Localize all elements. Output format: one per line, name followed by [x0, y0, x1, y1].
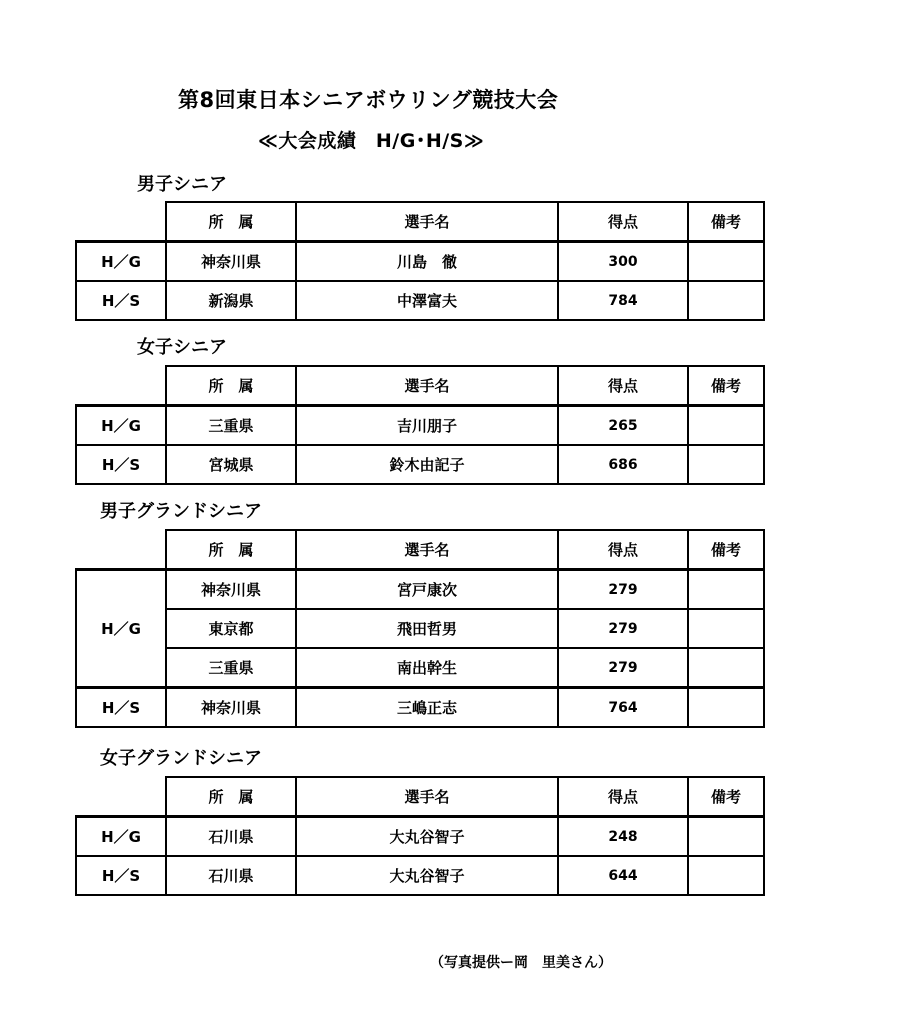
- section-title-women-senior: 女子シニア: [137, 337, 227, 358]
- header-remarks: 備考: [688, 366, 764, 406]
- results-table-men-grand-senior: [75, 529, 765, 728]
- table-header-row: [76, 202, 764, 242]
- section-title-men-grand-senior: 男子グランドシニア: [100, 501, 262, 522]
- table-header-row: [76, 530, 764, 570]
- score-cell: 265: [558, 406, 688, 446]
- section-title-men-senior: 男子シニア: [137, 174, 227, 195]
- score-cell: 279: [558, 570, 688, 610]
- section-title-women-grand-senior: 女子グランドシニア: [100, 748, 262, 769]
- header-blank-cell: [76, 366, 166, 406]
- score-cell: 248: [558, 817, 688, 857]
- table-row: [76, 570, 764, 610]
- results-table-women-grand-senior: [75, 776, 765, 896]
- category-cell: H／G: [76, 406, 166, 446]
- player-cell: 吉川朋子: [296, 406, 558, 446]
- player-cell: 鈴木由記子: [296, 445, 558, 484]
- player-cell: 大丸谷智子: [296, 817, 558, 857]
- player-cell: 大丸谷智子: [296, 856, 558, 895]
- category-cell: H／G: [76, 570, 166, 688]
- player-cell: 宮戸康次: [296, 570, 558, 610]
- table-row: [76, 242, 764, 282]
- affiliation-cell: 神奈川県: [166, 570, 296, 610]
- score-cell: 644: [558, 856, 688, 895]
- score-cell: 279: [558, 609, 688, 648]
- table-header-row: [76, 777, 764, 817]
- header-score: 得点: [558, 202, 688, 242]
- table-row: [76, 817, 764, 857]
- header-score: 得点: [558, 530, 688, 570]
- results-table-men-senior: [75, 201, 765, 321]
- header-player: 選手名: [296, 530, 558, 570]
- page-title: 第8回東日本シニアボウリング競技大会: [178, 88, 559, 112]
- table-row: [76, 688, 764, 728]
- affiliation-cell: 石川県: [166, 856, 296, 895]
- header-remarks: 備考: [688, 202, 764, 242]
- category-cell: H／S: [76, 856, 166, 895]
- affiliation-cell: 三重県: [166, 648, 296, 688]
- affiliation-cell: 三重県: [166, 406, 296, 446]
- score-cell: 300: [558, 242, 688, 282]
- header-affiliation: 所 属: [166, 777, 296, 817]
- table-row: [76, 856, 764, 895]
- header-affiliation: 所 属: [166, 202, 296, 242]
- remarks-cell: [688, 570, 764, 610]
- header-score: 得点: [558, 366, 688, 406]
- affiliation-cell: 神奈川県: [166, 242, 296, 282]
- results-table-women-senior: [75, 365, 765, 485]
- score-cell: 279: [558, 648, 688, 688]
- score-cell: 784: [558, 281, 688, 320]
- header-player: 選手名: [296, 777, 558, 817]
- header-player: 選手名: [296, 202, 558, 242]
- remarks-cell: [688, 609, 764, 648]
- player-cell: 飛田哲男: [296, 609, 558, 648]
- header-score: 得点: [558, 777, 688, 817]
- header-remarks: 備考: [688, 777, 764, 817]
- category-cell: H／G: [76, 817, 166, 857]
- header-blank-cell: [76, 530, 166, 570]
- affiliation-cell: 神奈川県: [166, 688, 296, 728]
- table-header-row: [76, 366, 764, 406]
- table-row: [76, 648, 764, 688]
- remarks-cell: [688, 445, 764, 484]
- score-cell: 764: [558, 688, 688, 728]
- player-cell: 南出幹生: [296, 648, 558, 688]
- affiliation-cell: 新潟県: [166, 281, 296, 320]
- header-affiliation: 所 属: [166, 366, 296, 406]
- affiliation-cell: 東京都: [166, 609, 296, 648]
- affiliation-cell: 宮城県: [166, 445, 296, 484]
- remarks-cell: [688, 406, 764, 446]
- affiliation-cell: 石川県: [166, 817, 296, 857]
- remarks-cell: [688, 648, 764, 688]
- table-row: [76, 406, 764, 446]
- player-cell: 三嶋正志: [296, 688, 558, 728]
- category-cell: H／S: [76, 688, 166, 728]
- category-cell: H／S: [76, 281, 166, 320]
- player-cell: 中澤富夫: [296, 281, 558, 320]
- remarks-cell: [688, 688, 764, 728]
- category-cell: H／G: [76, 242, 166, 282]
- score-cell: 686: [558, 445, 688, 484]
- header-affiliation: 所 属: [166, 530, 296, 570]
- photo-credit: （写真提供ー岡 里美さん）: [430, 955, 612, 971]
- remarks-cell: [688, 856, 764, 895]
- page-subtitle: ≪大会成績 H/G･H/S≫: [258, 130, 485, 152]
- header-blank-cell: [76, 202, 166, 242]
- header-blank-cell: [76, 777, 166, 817]
- header-remarks: 備考: [688, 530, 764, 570]
- remarks-cell: [688, 817, 764, 857]
- player-cell: 川島 徹: [296, 242, 558, 282]
- table-row: [76, 281, 764, 320]
- table-row: [76, 609, 764, 648]
- header-player: 選手名: [296, 366, 558, 406]
- remarks-cell: [688, 281, 764, 320]
- category-cell: H／S: [76, 445, 166, 484]
- table-row: [76, 445, 764, 484]
- remarks-cell: [688, 242, 764, 282]
